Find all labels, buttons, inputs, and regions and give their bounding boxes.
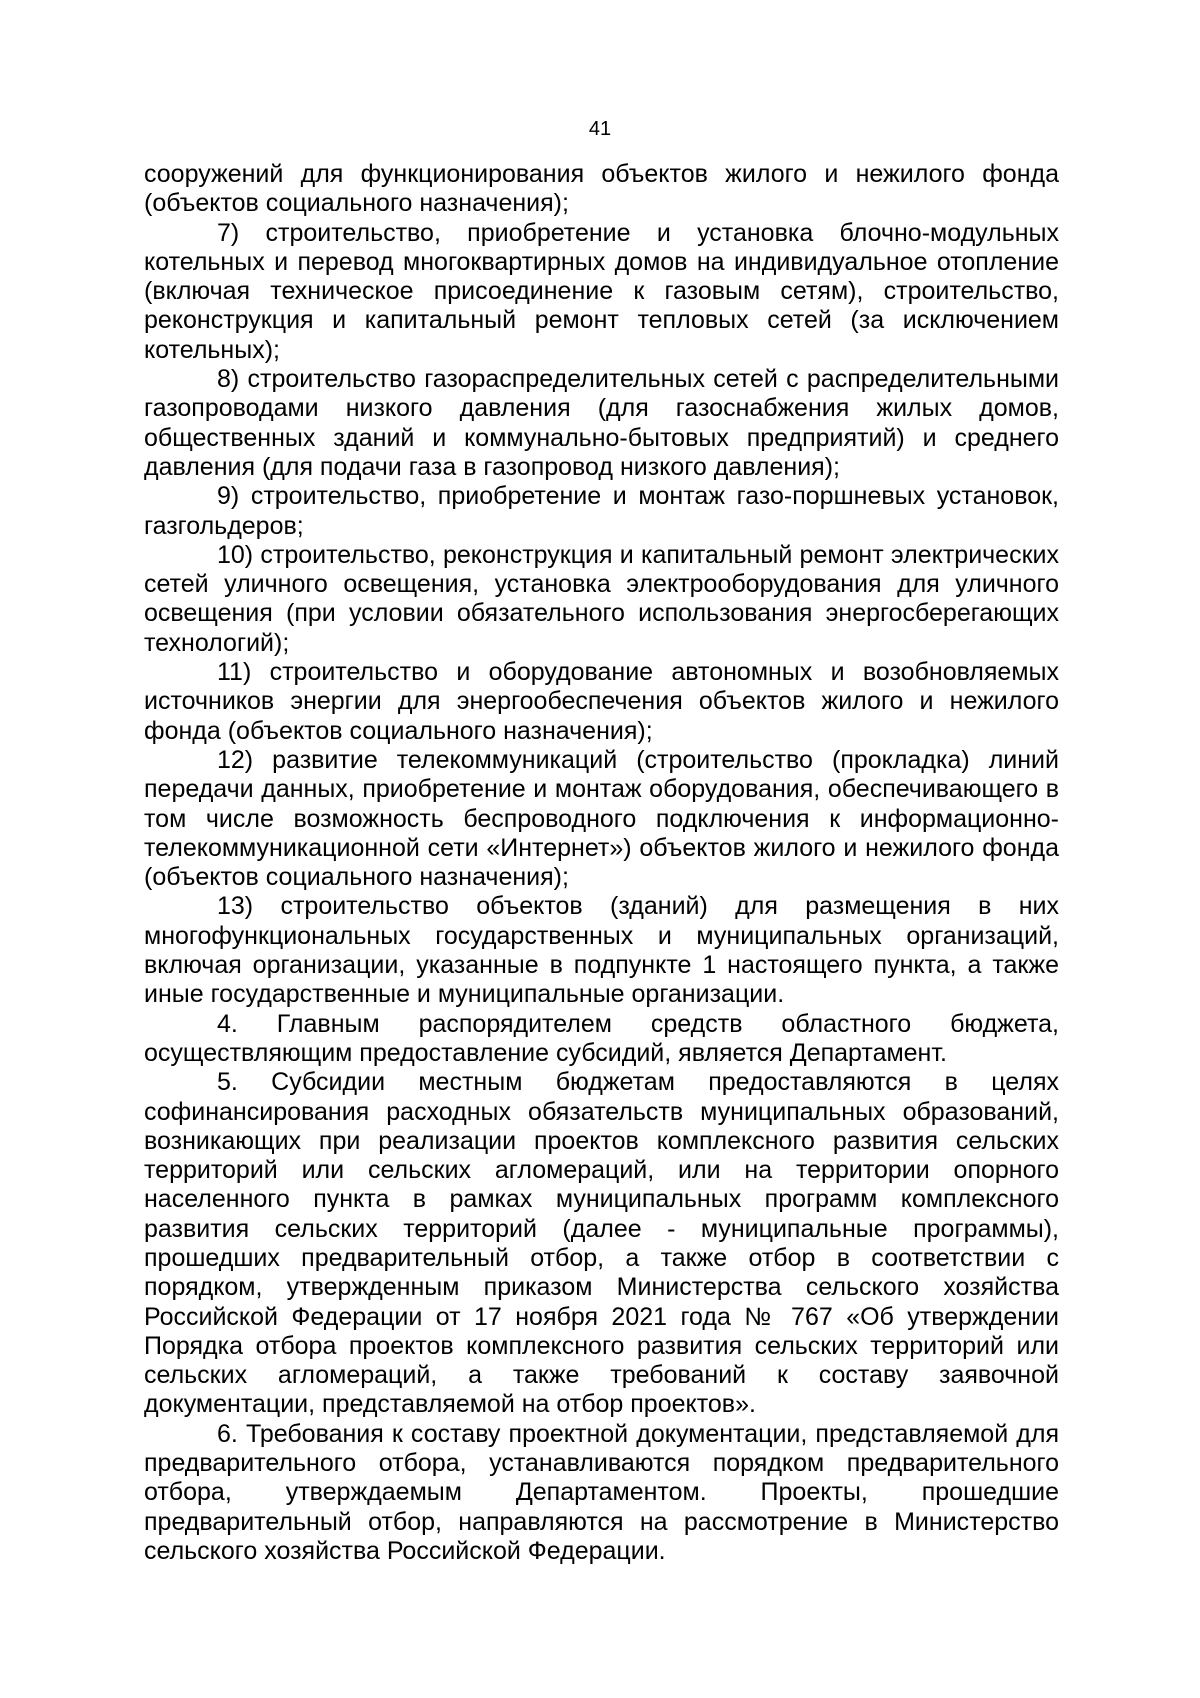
document-body	[144, 160, 1059, 1566]
paragraph-item-12: 12) развитие телекоммуникаций (строительство (прокладка) линий передачи данных, приобретение и монтаж оборудования, обеспечивающего в том числе возможность беспроводного подключения к информационно-телекоммуникационной сети «Интернет») объектов жилого и нежилого фонда (объектов социального назначения);	[144, 745, 1059, 892]
paragraph-section-6: 6. Требования к составу проектной документации, представляемой для предварительного отбора, устанавливаются порядком предварительного отбора, утверждаемым Департаментом. Проекты, прошедшие предварительный отбор, направляются на рассмотрение в Министерство сельского хозяйства Российской Федерации.	[144, 1419, 1059, 1565]
paragraph-item-7: 7) строительство, приобретение и установка блочно-модульных котельных и перевод многоквартирных домов на индивидуальное отопление (включая техническое присоединение к газовым сетям), строительство, реконструкция и капитальный ремонт тепловых сетей (за исключением котельных);	[144, 218, 1059, 364]
paragraph-item-8: 8) строительство газораспределительных сетей с распределительными газопроводами низкого давления (для газоснабжения жилых домов, общественных зданий и коммунально-бытовых предприятий) и среднего давления (для подачи газа в газопровод низкого давления);	[144, 365, 1059, 481]
paragraph-section-4: 4. Главным распорядителем средств областного бюджета, осуществляющим предоставление субсидий, является Департамент.	[144, 1009, 1059, 1067]
paragraph-continuation: сооружений для функционирования объектов жилого и нежилого фонда (объектов социального назначения);	[144, 160, 1059, 218]
paragraph-item-13: 13) строительство объектов (зданий) для размещения в них многофункциональных государственных и муниципальных организаций, включая организации, указанные в подпункте 1 настоящего пункта, а также иные государственные и муниципальные организации.	[144, 892, 1059, 1009]
paragraph-item-9: 9) строительство, приобретение и монтаж газо-поршневых установок, газгольдеров;	[144, 482, 1059, 540]
paragraph-item-11: 11) строительство и оборудование автономных и возобновляемых источников энергии для энергообеспечения объектов жилого и нежилого фонда (объектов социального назначения);	[144, 658, 1059, 745]
paragraph-section-5: 5. Субсидии местным бюджетам предоставляются в целях софинансирования расходных обязательств муниципальных образований, возникающих при реализации проектов комплексного развития сельских территорий или сельских агломераций, или на территории опорного населенного пункта в рамках муниципальных программ комплексного развития сельских территорий (далее - муниципальные программы), прошедших предварительный отбор, а также отбор в соответствии с порядком, утвержденным приказом Министерства сельского хозяйства Российской Федерации от 17 ноября 2021 года № 767 «Об утверждении Порядка отбора проектов комплексного развития сельских территорий или сельских агломераций, а также требований к составу заявочной документации, представляемой на отбор проектов».	[144, 1068, 1059, 1419]
page-number: 41	[588, 118, 612, 140]
paragraph-item-10: 10) строительство, реконструкция и капитальный ремонт электрических сетей уличного освещения, установка электрооборудования для уличного освещения (при условии обязательного использования энергосберегающих технологий);	[144, 540, 1059, 657]
